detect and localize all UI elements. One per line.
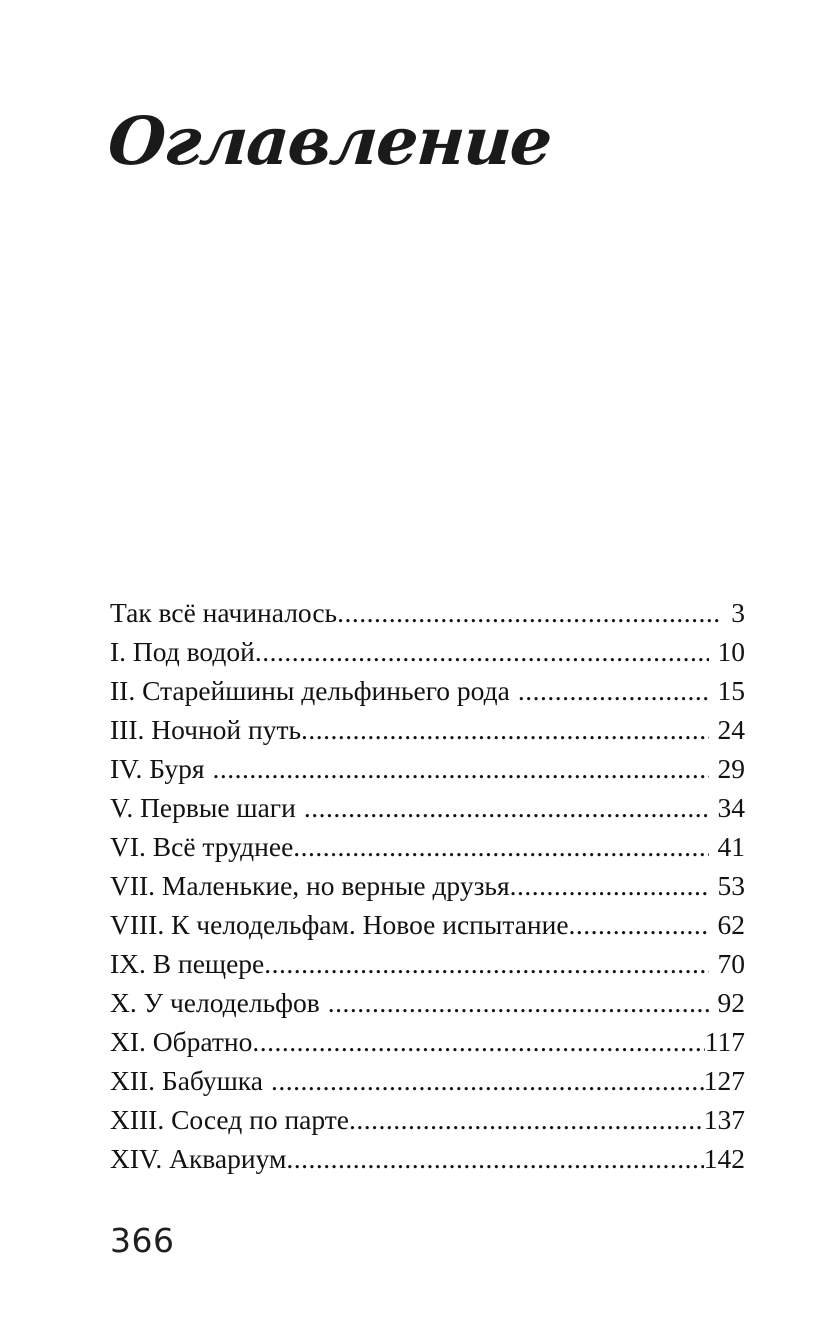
toc-entry-page-number: 24	[717, 714, 745, 745]
toc-entry-title: I. Под водой	[110, 636, 255, 667]
toc-entry[interactable]	[110, 788, 745, 827]
toc-entry-page-number: 70	[717, 948, 745, 979]
toc-entry[interactable]	[110, 632, 745, 671]
toc-dot-leader	[255, 632, 709, 671]
toc-entry-page-number: 34	[717, 792, 745, 823]
toc-entry[interactable]	[110, 827, 745, 866]
toc-entry-page-number: 137	[703, 1104, 745, 1135]
toc-entry[interactable]	[110, 866, 745, 905]
toc-entry-page-number: 92	[717, 987, 745, 1018]
toc-entry-title: Так всё начиналось	[110, 597, 338, 628]
toc-dot-leader	[271, 1061, 704, 1100]
toc-entry[interactable]	[110, 593, 745, 632]
toc-entry-page-number: 15	[717, 675, 745, 706]
toc-entry-title: XIV. Аквариум	[110, 1143, 287, 1174]
toc-entry[interactable]	[110, 671, 745, 710]
toc-entry-page-number: 127	[703, 1065, 745, 1096]
toc-entry-title: X. У челодельфов	[110, 987, 320, 1018]
toc-dot-leader	[349, 1100, 704, 1139]
toc-entry-page-number: 142	[703, 1143, 745, 1174]
toc-entry[interactable]	[110, 1139, 745, 1178]
toc-dot-leader	[252, 1022, 704, 1061]
toc-entry-title: XIII. Сосед по парте	[110, 1104, 349, 1135]
toc-entry[interactable]	[110, 983, 745, 1022]
toc-entry-title: VII. Маленькие, но верные друзья	[110, 870, 510, 901]
toc-entry-title: XI. Обратно	[110, 1026, 253, 1057]
toc-entry-title: VI. Всё труднее	[110, 831, 294, 862]
toc-entry-page-number: 29	[717, 753, 745, 784]
toc-dot-leader	[286, 1139, 703, 1178]
toc-entry[interactable]	[110, 749, 745, 788]
toc-entry-page-number: 3	[731, 597, 745, 628]
toc-entry-title: II. Старейшины дельфиньего рода	[110, 675, 510, 706]
page-number-folio: 366	[110, 1221, 175, 1260]
toc-entry-page-number: 53	[717, 870, 745, 901]
toc-dot-leader	[518, 671, 709, 710]
toc-dot-leader	[328, 983, 709, 1022]
toc-entry-title: IX. В пещере	[110, 948, 265, 979]
toc-entry[interactable]	[110, 1061, 745, 1100]
toc-entry[interactable]	[110, 710, 745, 749]
toc-dot-leader	[264, 944, 708, 983]
page-title: Оглавление	[105, 102, 554, 180]
toc-entry-page-number: 62	[717, 909, 745, 940]
toc-dot-leader	[304, 788, 709, 827]
toc-dot-leader	[510, 866, 709, 905]
toc-entry-title: IV. Буря	[110, 753, 205, 784]
toc-entry-title: III. Ночной путь	[110, 714, 302, 745]
toc-entry-page-number: 10	[717, 636, 745, 667]
toc-entry[interactable]	[110, 905, 745, 944]
toc-entry-title: XII. Бабушка	[110, 1065, 263, 1096]
toc-entry-title: V. Первые шаги	[110, 792, 296, 823]
toc-entry-page-number: 41	[717, 831, 745, 862]
toc-entry[interactable]	[110, 1100, 745, 1139]
toc-entry-title: VIII. К челодельфам. Новое испытание	[110, 909, 569, 940]
toc-dot-leader	[301, 710, 708, 749]
toc-entry[interactable]	[110, 1022, 745, 1061]
toc-dot-leader	[569, 905, 709, 944]
toc-entry[interactable]	[110, 944, 745, 983]
toc-dot-leader	[337, 593, 722, 632]
toc-entry-page-number: 117	[704, 1026, 745, 1057]
toc-dot-leader	[212, 749, 708, 788]
toc-dot-leader	[293, 827, 708, 866]
table-of-contents	[110, 593, 745, 1178]
